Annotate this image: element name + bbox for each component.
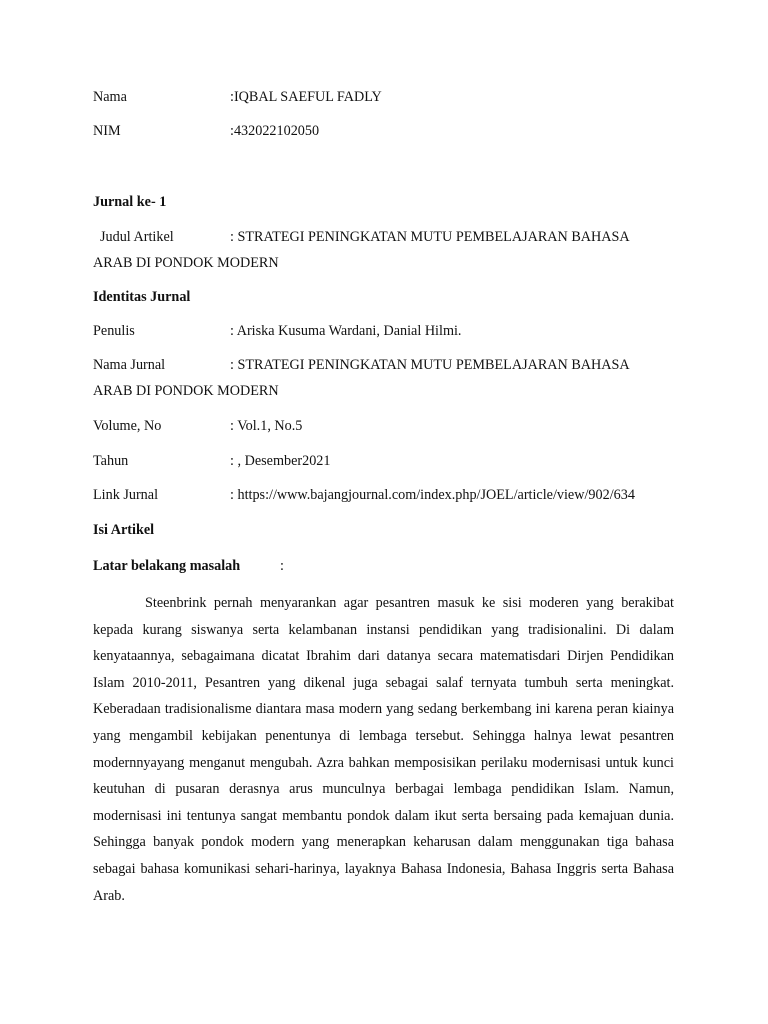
nim-label: NIM <box>93 123 121 139</box>
nama-jurnal-value: : STRATEGI PENINGKATAN MUTU PEMBELAJARAN BAHASA <box>230 357 630 373</box>
title-value: : STRATEGI PENINGKATAN MUTU PEMBELAJARAN BAHASA <box>230 229 630 245</box>
nim-value: :432022102050 <box>230 123 320 139</box>
tahun-value: : , Desember2021 <box>230 453 331 469</box>
title-continuation: ARAB DI PONDOK MODERN <box>93 255 279 271</box>
link-jurnal-value: : https://www.bajangjournal.com/index.php/JOEL/article/view/902/634 <box>230 487 635 503</box>
nama-jurnal-label: Nama Jurnal <box>93 357 166 373</box>
link-jurnal-label: Link Jurnal <box>93 487 159 503</box>
title-label: Judul Artikel <box>100 229 174 245</box>
tahun-label: Tahun <box>93 453 129 469</box>
journal-heading: Jurnal ke- 1 <box>93 194 167 210</box>
penulis-label: Penulis <box>93 323 135 339</box>
identity-heading: Identitas Jurnal <box>93 289 191 305</box>
paragraph-text: Steenbrink pernah menyarankan agar pesantren masuk ke sisi moderen yang berakibat kepada kurang siswanya serta kelambanan instansi pendidikan yang tradisionalini. Di dalam kenyataannya, sebagaimana dicatat Ibrahim dari datanya secara matematisdari Dirjen Pendidikan Islam 2010-2011, Pesantren yang dikenal juga sebagai salaf ternyata tumbuh serta meningkat. Keberadaan tradisionalisme diantara masa modern yang sedang berkembang ini karena peran kiainya yang mengambil kebijakan penentunya di lembaga tersebut. Sehingga halnya lewat pesantren modernnyayang menganut mengubah. Azra bahkan memposisikan perilaku modernisasi untuk kunci keutuhan di pusaran derasnya arus munculnya berbagai lembaga pendidikan Islam. Namun, modernisasi ini tentunya sangat membantu pondok dalam ikut serta bersaing pada kemajuan dunia. Sehingga banyak pondok modern yang menerapkan keharusan dalam menggunakan tiga bahasa sebagai bahasa komunikasi sehari-harinya, layaknya Bahasa Indonesia, Bahasa Inggris serta Bahasa Arab. <box>93 595 674 904</box>
article-paragraph <box>93 590 674 909</box>
name-value: :IQBAL SAEFUL FADLY <box>230 89 382 105</box>
isi-artikel-heading: Isi Artikel <box>93 522 155 538</box>
penulis-value: : Ariska Kusuma Wardani, Danial Hilmi. <box>230 323 462 339</box>
latar-belakang-heading: Latar belakang masalah <box>93 558 241 574</box>
nama-jurnal-continuation: ARAB DI PONDOK MODERN <box>93 383 279 399</box>
name-label: Nama <box>93 89 127 105</box>
volume-label: Volume, No <box>93 418 162 434</box>
volume-value: : Vol.1, No.5 <box>230 418 303 434</box>
latar-belakang-colon: : <box>280 558 284 574</box>
